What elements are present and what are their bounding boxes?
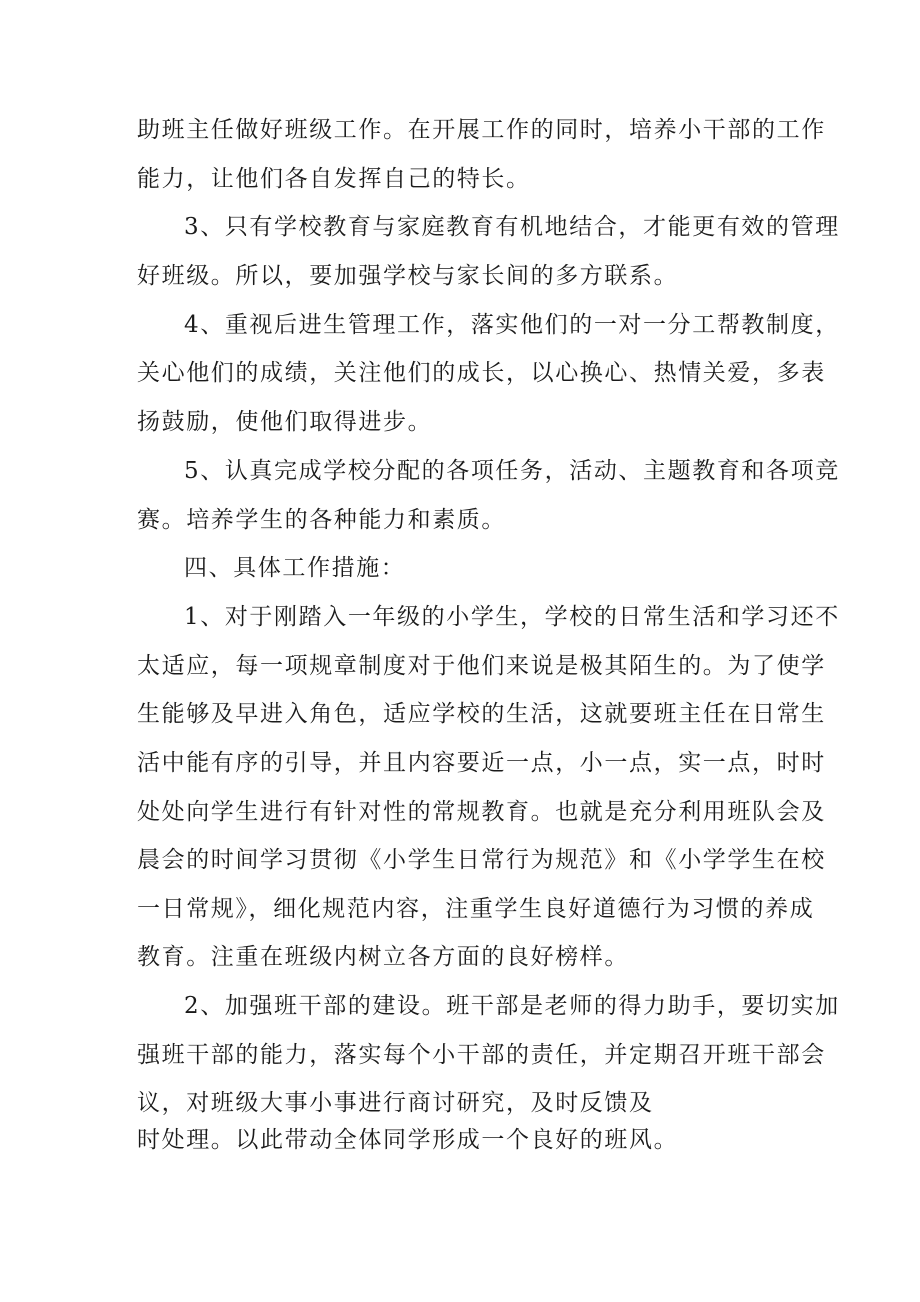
text-line-12: 太适应，每一项规章制度对于他们来说是极其陌生的。为了使学: [137, 653, 826, 679]
text-line-8: 5、认真完成学校分配的各项任务，活动、主题教育和各项竞: [184, 458, 840, 484]
text-line-22: 时处理。以此带动全体同学形成一个良好的班风。: [137, 1127, 679, 1153]
text-line-17: 一日常规》，细化规范内容，注重学生良好道德行为习惯的养成: [137, 896, 815, 922]
section-heading: 四、具体工作措施：: [184, 555, 406, 581]
text-line-1: 助班主任做好班级工作。在开展工作的同时，培养小干部的工作: [137, 117, 826, 143]
text-line-2: 能力，让他们各自发挥自己的特长。: [137, 166, 531, 192]
text-line-15: 处处向学生进行有针对性的常规教育。也就是充分利用班队会及: [137, 799, 826, 825]
text-line-11: 1、对于刚踏入一年级的小学生，学校的日常生活和学习还不: [184, 604, 840, 630]
text-line-3: 3、只有学校教育与家庭教育有机地结合，才能更有效的管理: [184, 214, 840, 240]
text-line-20: 强班干部的能力，落实每个小干部的责任，并定期召开班干部会: [137, 1042, 826, 1068]
text-line-19: 2、加强班干部的建设。班干部是老师的得力助手，要切实加: [184, 993, 840, 1019]
text-line-7: 扬鼓励，使他们取得进步。: [137, 409, 433, 435]
text-line-14: 活中能有序的引导，并且内容要近一点，小一点，实一点，时时: [137, 750, 826, 776]
text-line-6: 关心他们的成绩，关注他们的成长，以心换心、热情关爱，多表: [137, 360, 826, 386]
text-line-18: 教育。注重在班级内树立各方面的良好榜样。: [137, 944, 629, 970]
text-line-4: 好班级。所以，要加强学校与家长间的多方联系。: [137, 263, 679, 289]
text-line-21: 议，对班级大事小事进行商讨研究，及时反馈及: [137, 1090, 654, 1116]
text-line-9: 赛。培养学生的各种能力和素质。: [137, 507, 506, 533]
text-line-5: 4、重视后进生管理工作，落实他们的一对一分工帮教制度，: [184, 312, 840, 338]
text-line-16: 晨会的时间学习贯彻《小学生日常行为规范》和《小学学生在校: [137, 847, 826, 873]
text-line-13: 生能够及早进入角色，适应学校的生活，这就要班主任在日常生: [137, 701, 826, 727]
